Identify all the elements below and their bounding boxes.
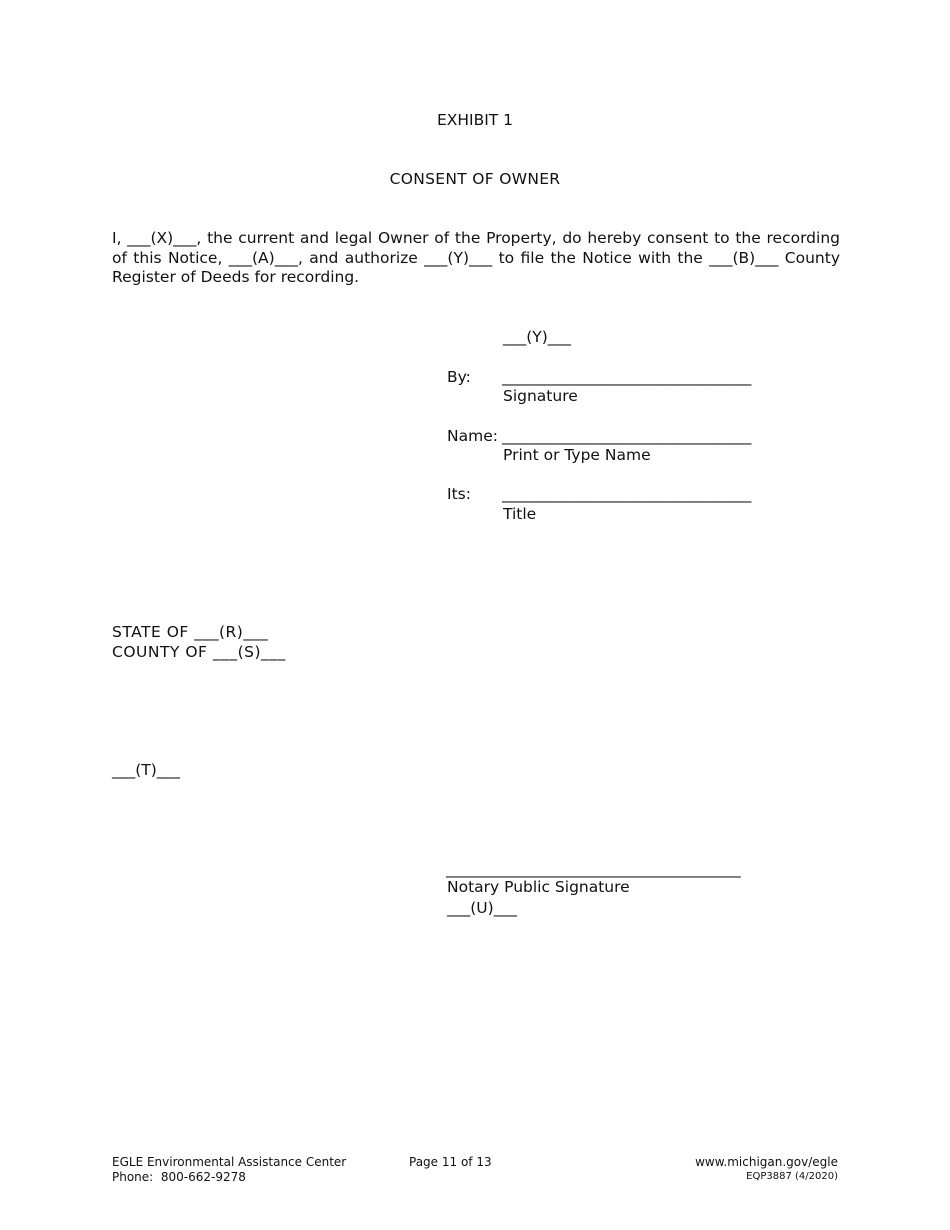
- acknowledgment-field: ___(T)___: [112, 761, 181, 779]
- footer-website-link[interactable]: www.michigan.gov/egle: [695, 1155, 838, 1169]
- by-label: By:: [447, 368, 471, 386]
- title-caption: Title: [503, 505, 537, 523]
- name-label: Name:: [447, 427, 498, 445]
- its-label: Its:: [447, 485, 471, 503]
- print-name-line: _________________________________: [502, 427, 752, 445]
- notary-signature-line: _______________________________________: [446, 860, 741, 878]
- notary-details-field: ___(U)___: [447, 899, 517, 917]
- footer-phone: Phone: 800-662-9278: [112, 1170, 246, 1184]
- document-title: CONSENT OF OWNER: [389, 170, 561, 188]
- footer-page-number: Page 11 of 13: [409, 1155, 492, 1169]
- consent-paragraph: I, ___(X)___, the current and legal Owner of the Property, do hereby consent to the recording of this Notice, ___(A)___, and authorize ___(Y)___ to file the Notice with the ___(B)___ County Register of Deeds for recording.: [112, 229, 840, 286]
- footer-form-number: EQP3887 (4/2020): [746, 1171, 838, 1182]
- county-of-field: COUNTY OF ___(S)___: [112, 643, 286, 661]
- signature-caption: Signature: [503, 387, 578, 405]
- footer-organization: EGLE Environmental Assistance Center: [112, 1155, 347, 1169]
- title-line: _________________________________: [502, 485, 752, 503]
- notary-signature-caption: Notary Public Signature: [447, 878, 630, 896]
- signatory-entity-field: ___(Y)___: [503, 328, 572, 346]
- exhibit-heading: EXHIBIT 1: [436, 111, 514, 129]
- signature-line: _________________________________: [502, 368, 752, 386]
- print-name-caption: Print or Type Name: [503, 446, 651, 464]
- state-of-field: STATE OF ___(R)___: [112, 623, 269, 641]
